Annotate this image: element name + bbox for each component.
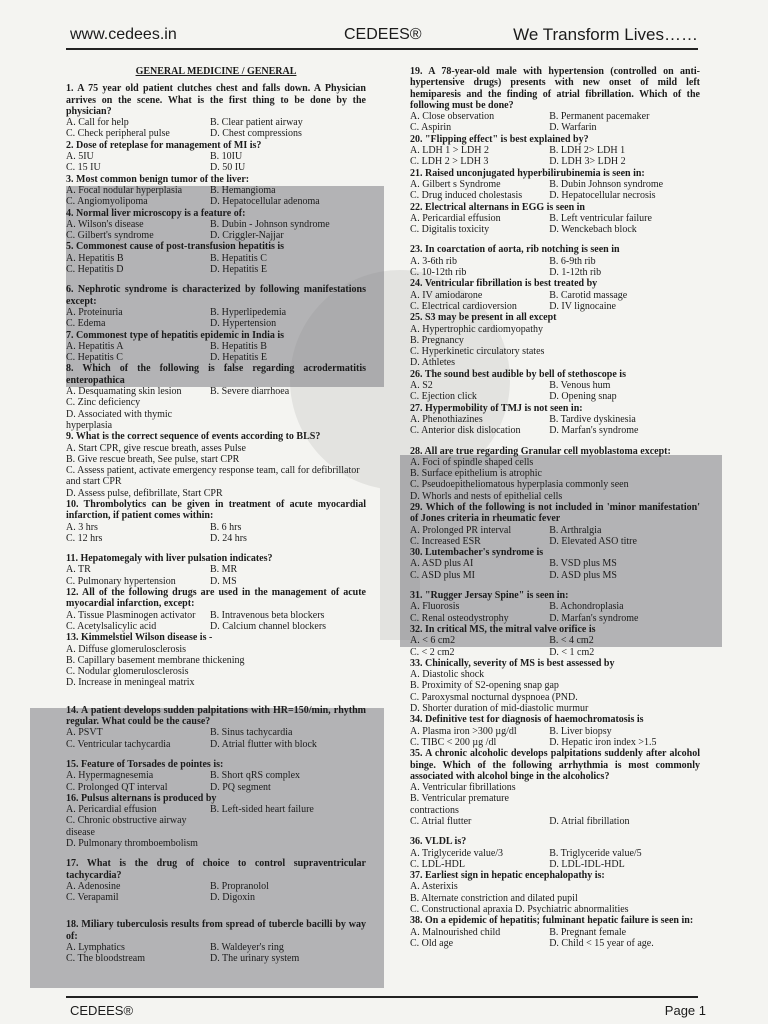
answer-option: C. LDH 2 > LDH 3 bbox=[410, 156, 489, 168]
answer-option: C. TIBC < 200 µg /dl bbox=[410, 736, 497, 748]
question-text: 28. All are true regarding Granular cell myoblastoma except: bbox=[410, 445, 671, 457]
answer-option: C. Hepatitis D bbox=[66, 264, 124, 276]
question-item bbox=[66, 431, 366, 499]
answer-options bbox=[410, 558, 700, 581]
answer-options bbox=[66, 564, 366, 587]
answer-option: D. 24 hrs bbox=[210, 532, 247, 544]
answer-option: D. < 1 cm2 bbox=[549, 646, 595, 658]
question-item bbox=[66, 793, 366, 849]
answer-option: B. Arthralgia bbox=[549, 524, 602, 536]
answer-option: A. Close observation bbox=[410, 111, 495, 123]
question-item bbox=[410, 547, 700, 581]
question-item bbox=[410, 244, 700, 278]
answer-option: C. 10-12th rib bbox=[410, 267, 467, 279]
answer-option: D. Warfarin bbox=[549, 122, 597, 134]
question-item bbox=[66, 83, 366, 139]
answer-option: D. Hepatocellular adenoma bbox=[210, 196, 320, 208]
question-item bbox=[410, 658, 700, 714]
answer-option: D. Hepatitis E bbox=[210, 264, 267, 276]
tagline: We Transform Lives…… bbox=[513, 25, 698, 44]
answer-option: C. Anterior disk dislocation bbox=[410, 425, 521, 437]
answer-option: A. Plasma iron >300 µg/dl bbox=[410, 725, 517, 737]
question-item bbox=[410, 278, 700, 312]
question-text: 35. A chronic alcoholic develops palpitations suddenly after alcohol binge. Which of the following arrhythmia is most commonly associated with alcohol binge in the alcoholics? bbox=[410, 748, 700, 782]
answer-options bbox=[66, 942, 366, 965]
answer-option: D. 1-12th rib bbox=[549, 267, 602, 279]
question-text: 31. "Rugger Jersay Spine" is seen in: bbox=[410, 590, 569, 602]
question-text: 22. Electrical alternans in EGG is seen in bbox=[410, 201, 585, 213]
question-text: 37. Earliest sign in hepatic encephalopathy is: bbox=[410, 870, 605, 882]
answer-option: B. Liver biopsy bbox=[549, 725, 612, 737]
answer-option: B. 6-9th rib bbox=[549, 255, 596, 267]
answer-option: B. Propranolol bbox=[210, 880, 269, 892]
question-item bbox=[410, 502, 700, 547]
answer-option: C. Electrical cardioversion bbox=[410, 300, 517, 312]
answer-option: A. Pericardial effusion bbox=[66, 804, 157, 816]
answer-option: C. Verapamil bbox=[66, 892, 119, 904]
answer-option: C. Atrial flutter bbox=[410, 816, 472, 827]
answer-option: B. Ventricular premature contractions bbox=[410, 793, 509, 816]
answer-option bbox=[549, 782, 700, 793]
answer-option: A. Asterixis bbox=[410, 881, 458, 893]
answer-options bbox=[410, 726, 700, 749]
answer-option: D. Opening snap bbox=[549, 391, 617, 403]
answer-option: C. ASD plus MI bbox=[410, 569, 476, 581]
answer-option bbox=[549, 793, 700, 816]
question-item bbox=[410, 202, 700, 236]
question-text: 19. A 78-year-old male with hypertension (controlled on anti-hypertensive drugs) presents with new onset of mild left hemiparesis and the finding of atrial fibrillation. Which of the following must be done? bbox=[410, 66, 700, 111]
answer-options bbox=[410, 414, 700, 437]
answer-options bbox=[66, 770, 366, 793]
answer-options bbox=[410, 525, 700, 548]
question-item bbox=[66, 174, 366, 208]
answer-options bbox=[410, 848, 700, 871]
answer-option: D. LDL-IDL-HDL bbox=[549, 858, 625, 870]
question-item bbox=[410, 714, 700, 748]
answer-option: C. Angiomyolipoma bbox=[66, 196, 148, 208]
answer-option: D. ASD plus MS bbox=[549, 569, 617, 581]
left-column bbox=[66, 66, 366, 965]
answer-options bbox=[410, 179, 700, 202]
answer-option: A. TR bbox=[66, 564, 91, 576]
answer-option: B. Give rescue breath, See pulse, start CPR bbox=[66, 453, 240, 465]
question-text: 34. Definitive test for diagnosis of haemochromatosis is bbox=[410, 714, 644, 726]
answer-option: A. Wilson's disease bbox=[66, 218, 144, 230]
question-text: 26. The sound best audible by bell of stethoscope is bbox=[410, 368, 626, 380]
question-item bbox=[410, 915, 700, 949]
answer-option: A. Triglyceride value/3 bbox=[410, 847, 504, 859]
answer-options bbox=[410, 324, 700, 369]
answer-option: B. Hemangioma bbox=[210, 184, 276, 196]
answer-options bbox=[410, 669, 700, 714]
answer-options bbox=[410, 380, 700, 403]
question-item bbox=[410, 590, 700, 624]
answer-options bbox=[66, 644, 366, 689]
question-item bbox=[410, 836, 700, 870]
answer-option bbox=[210, 815, 366, 838]
answer-option: D. Marfan's syndrome bbox=[549, 612, 639, 624]
header-rule bbox=[66, 48, 698, 50]
answer-option: C. Old age bbox=[410, 937, 454, 949]
question-text: 15. Feature of Torsades de pointes is: bbox=[66, 758, 224, 770]
answer-options bbox=[410, 635, 700, 658]
answer-options bbox=[66, 185, 366, 208]
answer-option: D. Child < 15 year of age. bbox=[549, 937, 654, 949]
answer-option: B. Hepatitis C bbox=[210, 252, 267, 264]
question-item bbox=[66, 553, 366, 587]
answer-option: B. Sinus tachycardia bbox=[210, 727, 293, 739]
question-text: 27. Hypermobility of TMJ is not seen in: bbox=[410, 402, 583, 414]
question-text: 4. Normal liver microscopy is a feature of: bbox=[66, 207, 246, 219]
answer-option: A. Start CPR, give rescue breath, asses Pulse bbox=[66, 442, 246, 454]
answer-option: B. LDH 2> LDH 1 bbox=[549, 145, 626, 157]
answer-option: B. Severe diarrhoea bbox=[210, 386, 290, 398]
answer-options bbox=[410, 457, 700, 502]
answer-option: B. Alternate constriction and dilated pupil bbox=[410, 892, 578, 904]
answer-option: D. Hepatitis E bbox=[210, 352, 267, 364]
answer-options bbox=[66, 117, 366, 140]
answer-option: D. Shorter duration of mid-diastolic murmur bbox=[410, 703, 589, 715]
answer-option: A. Hypertrophic cardiomyopathy bbox=[410, 323, 544, 335]
question-item bbox=[66, 632, 366, 688]
answer-option: D. Marfan's syndrome bbox=[549, 425, 639, 437]
answer-option: A. Tissue Plasminogen activator bbox=[66, 609, 196, 621]
answer-option: B. 6 hrs bbox=[210, 521, 242, 533]
answer-option: C. < 2 cm2 bbox=[410, 646, 455, 658]
answer-option: C. Digitalis toxicity bbox=[410, 224, 490, 236]
answer-option: B. VSD plus MS bbox=[549, 558, 617, 570]
answer-option: B. Short qRS complex bbox=[210, 770, 301, 782]
answer-option: A. Phenothiazines bbox=[410, 413, 483, 425]
question-text: 10. Thrombolytics can be given in treatment of acute myocardial infarction, if patient comes within: bbox=[66, 498, 366, 522]
answer-options bbox=[66, 881, 366, 904]
question-text: 29. Which of the following is not included in 'minor manifestation' of Jones criteria in rheumatic fever bbox=[410, 501, 700, 525]
answer-option: A. Prolonged PR interval bbox=[410, 524, 512, 536]
site-url[interactable]: www.cedees.in bbox=[70, 26, 177, 43]
answer-option: A. PSVT bbox=[66, 727, 103, 739]
answer-option: C. Nodular glomerulosclerosis bbox=[66, 666, 189, 678]
answer-options bbox=[410, 111, 700, 134]
answer-options bbox=[66, 341, 366, 364]
answer-option: C. Hepatitis C bbox=[66, 352, 123, 364]
answer-option: D. LDH 3> LDH 2 bbox=[549, 156, 626, 168]
answer-option: B. Dubin Johnson syndrome bbox=[549, 178, 664, 190]
question-text: 3. Most common benign tumor of the liver: bbox=[66, 173, 250, 185]
answer-options bbox=[410, 290, 700, 313]
answer-option: A. Fluorosis bbox=[410, 601, 460, 613]
answer-options bbox=[66, 307, 366, 330]
answer-option: C. Assess patient, activate emergency response team, call for defibrillator and start CPR bbox=[66, 465, 360, 488]
answer-options bbox=[66, 610, 366, 633]
question-text: 2. Dose of reteplase for management of MI is? bbox=[66, 139, 262, 151]
answer-option: D. Criggler-Najjar bbox=[210, 230, 284, 242]
answer-option: A. Lymphatics bbox=[66, 942, 125, 954]
answer-option: A. < 6 cm2 bbox=[410, 635, 456, 647]
answer-option: D. IV lignocaine bbox=[549, 300, 616, 312]
question-item bbox=[410, 369, 700, 403]
answer-option: B. Pregnancy bbox=[410, 334, 464, 346]
question-text: 6. Nephrotic syndrome is characterized by following manifestations except: bbox=[66, 284, 366, 307]
question-item bbox=[66, 284, 366, 329]
question-item bbox=[66, 241, 366, 275]
question-text: 17. What is the drug of choice to control supraventricular tachycardia? bbox=[66, 858, 366, 881]
answer-option: A. Hepatitis B bbox=[66, 252, 124, 264]
answer-option: C. Increased ESR bbox=[410, 535, 481, 547]
answer-option: A. S2 bbox=[410, 380, 433, 392]
answer-option bbox=[210, 409, 366, 432]
question-item bbox=[66, 919, 366, 964]
answer-option: B. Permanent pacemaker bbox=[549, 111, 650, 123]
answer-options bbox=[66, 253, 366, 276]
question-text: 16. Pulsus alternans is produced by bbox=[66, 792, 217, 804]
answer-option: B. Surface epithelium is atrophic bbox=[410, 468, 542, 480]
footer-rule bbox=[66, 996, 698, 998]
page-header bbox=[70, 22, 698, 50]
question-item bbox=[66, 208, 366, 242]
answer-option: C. Pulmonary hypertension bbox=[66, 575, 176, 587]
answer-options bbox=[410, 256, 700, 279]
answer-option: B. Waldeyer's ring bbox=[210, 942, 284, 954]
question-item bbox=[410, 624, 700, 658]
answer-option: B. Dubin - Johnson syndrome bbox=[210, 218, 330, 230]
answer-option: A. LDH 1 > LDH 2 bbox=[410, 145, 489, 157]
question-item bbox=[410, 403, 700, 437]
answer-option: C. Gilbert's syndrome bbox=[66, 230, 154, 242]
answer-option: D. Hypertension bbox=[210, 318, 277, 330]
answer-option: D. Digoxin bbox=[210, 892, 255, 904]
question-text: 1. A 75 year old patient clutches chest and falls down. A Physician arrives on the scene. What is the first thing to be done by the physician? bbox=[66, 83, 366, 117]
answer-option: C. Edema bbox=[66, 318, 106, 330]
answer-option: B. Left-sided heart failure bbox=[210, 804, 314, 816]
answer-option: C. Renal osteodystrophy bbox=[410, 612, 509, 624]
answer-option: B. Capillary basement membrane thickening bbox=[66, 654, 245, 666]
answer-option: D. Assess pulse, defibrillate, Start CPR bbox=[66, 487, 223, 499]
answer-option: A. Hepatitis A bbox=[66, 340, 124, 352]
answer-option: D. Chest compressions bbox=[210, 128, 302, 140]
answer-options bbox=[66, 443, 366, 499]
question-text: 9. What is the correct sequence of events according to BLS? bbox=[66, 431, 321, 443]
answer-option: D. Atrial flutter with block bbox=[210, 738, 317, 750]
answer-option: C. Paroxysmal nocturnal dyspnoea (PND. bbox=[410, 691, 578, 703]
question-item bbox=[410, 446, 700, 502]
answer-option: D. 50 IU bbox=[210, 162, 246, 174]
answer-option: B. Left ventricular failure bbox=[549, 212, 652, 224]
answer-option: D. Atrial fibrillation bbox=[549, 816, 630, 827]
right-column bbox=[410, 66, 700, 949]
question-item bbox=[410, 748, 700, 827]
answer-option: B. Proximity of S2-opening snap gap bbox=[410, 680, 559, 692]
answer-option: A. 3 hrs bbox=[66, 521, 98, 533]
answer-option: C. Zinc deficiency bbox=[66, 397, 141, 409]
answer-option: A. Malnourished child bbox=[410, 926, 501, 938]
answer-option: A. Proteinuria bbox=[66, 306, 123, 318]
question-item bbox=[66, 499, 366, 544]
question-text: 13. Kimmelstiel Wilson disease is - bbox=[66, 632, 213, 644]
answer-option: D. Elevated ASO titre bbox=[549, 535, 637, 547]
answer-option: C. Ejection click bbox=[410, 391, 477, 403]
question-item bbox=[66, 759, 366, 793]
answer-option bbox=[210, 838, 366, 849]
question-text: 12. All of the following drugs are used in the management of acute myocardial infarction, except: bbox=[66, 587, 366, 610]
answer-option: B. < 4 cm2 bbox=[549, 635, 594, 647]
answer-option: B. Tardive dyskinesia bbox=[549, 413, 636, 425]
question-item bbox=[410, 66, 700, 134]
question-text: 14. A patient develops sudden palpitations with HR=150/min, rhythm regular. What could be the cause? bbox=[66, 704, 366, 728]
answer-option: B. Carotid massage bbox=[549, 289, 628, 301]
page-number: Page 1 bbox=[664, 1003, 706, 1018]
answer-option: C. Aspirin bbox=[410, 122, 452, 134]
answer-option: D. Hepatocellular necrosis bbox=[549, 190, 656, 202]
answer-option: B. Hepatitis B bbox=[210, 340, 267, 352]
answer-option: A. Hypermagnesemia bbox=[66, 770, 154, 782]
answer-option: D. Increase in meningeal matrix bbox=[66, 677, 195, 689]
answer-option: B. Venous hum bbox=[549, 380, 611, 392]
question-item bbox=[66, 330, 366, 364]
question-item bbox=[410, 312, 700, 368]
answer-option: D. PQ segment bbox=[210, 781, 271, 793]
section-title: GENERAL MEDICINE / GENERAL bbox=[135, 66, 297, 77]
answer-options bbox=[66, 386, 366, 431]
answer-options bbox=[410, 782, 700, 827]
question-item bbox=[66, 858, 366, 903]
answer-option: D. Athletes bbox=[410, 357, 455, 369]
answer-option: C. 15 IU bbox=[66, 162, 101, 174]
answer-option: B. Clear patient airway bbox=[210, 117, 303, 129]
question-text: 20. "Flipping effect" is best explained by? bbox=[410, 133, 589, 145]
question-text: 5. Commonest cause of post-transfusion hepatitis is bbox=[66, 241, 285, 253]
answer-option: C. Chronic obstructive airway disease bbox=[66, 815, 187, 838]
question-item bbox=[66, 587, 366, 632]
brand-name: CEDEES® bbox=[344, 26, 422, 43]
answer-option: B. Hyperlipedemia bbox=[210, 306, 287, 318]
question-text: 21. Raised unconjugated hyperbilirubinemia is seen in: bbox=[410, 167, 645, 179]
answer-options bbox=[66, 804, 366, 849]
answer-options bbox=[410, 927, 700, 950]
answer-option: C. 12 hrs bbox=[66, 532, 103, 544]
answer-option: A. IV amiodarone bbox=[410, 289, 483, 301]
answer-options bbox=[66, 727, 366, 750]
answer-option: A. Ventricular fibrillations bbox=[410, 782, 516, 794]
answer-option: C. Prolonged QT interval bbox=[66, 781, 168, 793]
answer-option: C. Pseudoepitheliomatous hyperplasia commonly seen bbox=[410, 479, 629, 491]
answer-option: A. 3-6th rib bbox=[410, 255, 457, 267]
answer-option: C. Acetylsalicylic acid bbox=[66, 620, 157, 632]
answer-option: D. Whorls and nests of epithelial cells bbox=[410, 490, 563, 502]
question-item bbox=[410, 168, 700, 202]
answer-option: A. Adenosine bbox=[66, 880, 121, 892]
question-text: 7. Commonest type of hepatitis epidemic in India is bbox=[66, 329, 285, 341]
answer-option: C. Hyperkinetic circulatory states bbox=[410, 346, 545, 358]
answer-option bbox=[210, 397, 366, 408]
answer-option: B. Triglyceride value/5 bbox=[549, 847, 642, 859]
answer-options bbox=[410, 145, 700, 168]
answer-option: B. 10IU bbox=[210, 151, 243, 163]
question-item bbox=[410, 870, 700, 915]
answer-options bbox=[66, 522, 366, 545]
answer-options bbox=[410, 213, 700, 236]
question-text: 30. Lutembacher's syndrome is bbox=[410, 547, 544, 559]
answer-option: D. Pulmonary thromboembolism bbox=[66, 838, 198, 849]
answer-option: B. Pregnant female bbox=[549, 926, 627, 938]
question-text: 32. In critical MS, the mitral valve orifice is bbox=[410, 623, 596, 635]
answer-option: A. Pericardial effusion bbox=[410, 212, 501, 224]
question-item bbox=[66, 363, 366, 431]
answer-options bbox=[410, 601, 700, 624]
question-item bbox=[66, 705, 366, 750]
answer-option: D. Associated with thymic hyperplasia bbox=[66, 408, 173, 431]
question-item bbox=[410, 134, 700, 168]
answer-option: C. Ventricular tachycardia bbox=[66, 738, 171, 750]
question-text: 38. On a epidemic of hepatitis; fulminant hepatic failure is seen in: bbox=[410, 915, 694, 927]
answer-option: B. MR bbox=[210, 564, 238, 576]
answer-options bbox=[66, 219, 366, 242]
question-text: 25. S3 may be present in all except bbox=[410, 312, 557, 324]
answer-option: C. Check peripheral pulse bbox=[66, 128, 170, 140]
question-text: 36. VLDL is? bbox=[410, 836, 467, 848]
answer-option: A. 5IU bbox=[66, 151, 94, 163]
question-text: 8. Which of the following is false regarding acrodermatitis enteropathica bbox=[66, 363, 366, 386]
answer-option: D. Calcium channel blockers bbox=[210, 620, 327, 632]
question-text: 24. Ventricular fibrillation is best treated by bbox=[410, 278, 598, 290]
answer-option: D. The urinary system bbox=[210, 953, 300, 965]
answer-option: B. Achondroplasia bbox=[549, 601, 624, 613]
answer-option: D. Wenckebach block bbox=[549, 224, 637, 236]
question-text: 23. In coarctation of aorta, rib notching is seen in bbox=[410, 244, 620, 256]
answer-option: D. Hepatic iron index >1.5 bbox=[549, 736, 657, 748]
answer-option: C. The bloodstream bbox=[66, 953, 145, 965]
answer-option: A. Focal nodular hyperplasia bbox=[66, 184, 183, 196]
answer-option: C. Constructional apraxia D. Psychiatric abnormalities bbox=[410, 904, 629, 916]
answer-option: A. Diastolic shock bbox=[410, 669, 485, 681]
question-text: 33. Chinically, severity of MS is best assessed by bbox=[410, 657, 615, 669]
answer-option: C. Drug induced cholestasis bbox=[410, 190, 523, 202]
question-item bbox=[66, 140, 366, 174]
answer-options bbox=[410, 881, 700, 915]
answer-options bbox=[66, 151, 366, 174]
question-text: 18. Miliary tuberculosis results from spread of tubercle bacilli by way of: bbox=[66, 919, 366, 942]
answer-option: A. Diffuse glomerulosclerosis bbox=[66, 643, 187, 655]
footer-brand: CEDEES® bbox=[70, 1003, 134, 1018]
answer-option: A. Foci of spindle shaped cells bbox=[410, 456, 534, 468]
answer-option: D. MS bbox=[210, 575, 237, 587]
answer-option: C. LDL-HDL bbox=[410, 858, 465, 870]
answer-option: A. ASD plus AI bbox=[410, 558, 474, 570]
answer-option: A. Call for help bbox=[66, 117, 129, 129]
answer-option: B. Intravenous beta blockers bbox=[210, 609, 325, 621]
answer-option: A. Gilbert s Syndrome bbox=[410, 178, 501, 190]
answer-option: A. Desquamating skin lesion bbox=[66, 386, 182, 398]
question-text: 11. Hepatomegaly with liver pulsation indicates? bbox=[66, 553, 273, 565]
